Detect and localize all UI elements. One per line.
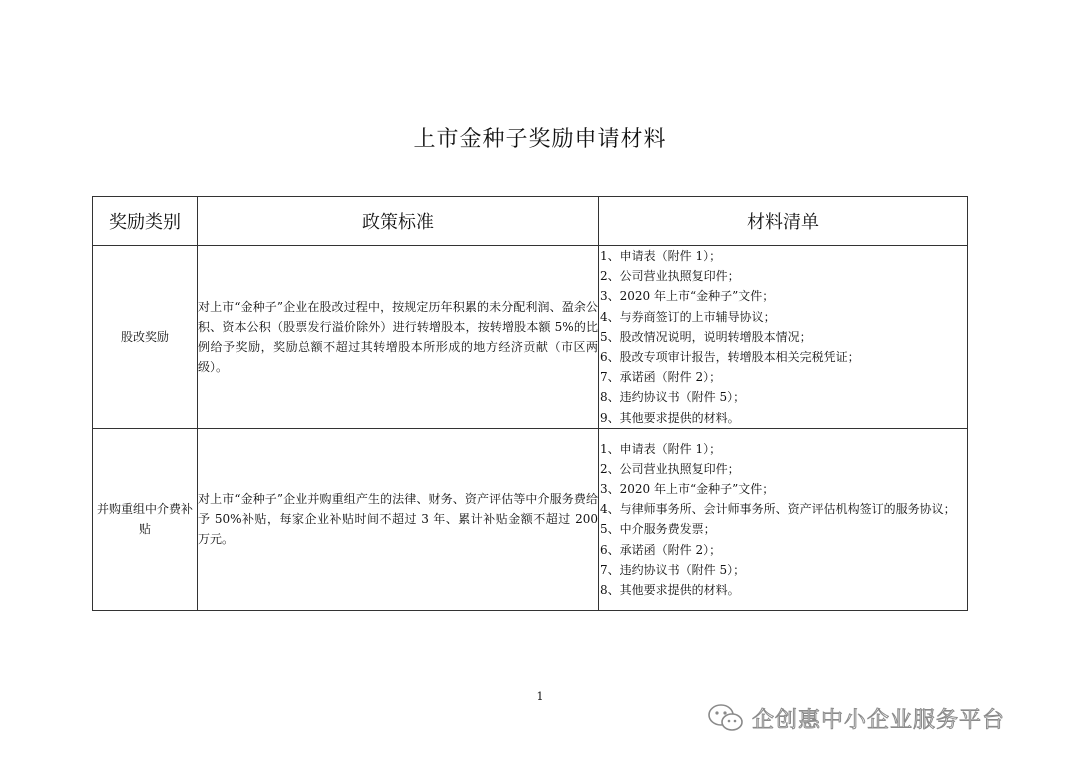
list-item: 8、违约协议书（附件 5）； bbox=[600, 390, 746, 405]
policy-cell: 对上市“金种子”企业在股改过程中，按规定历年积累的未分配利润、盈余公积、资本公积（股票发行溢价除外）进行转增股本，按转增股本额 5%的比例给予奖励，奖励总额不超过其转增股本所形成的地方经济贡献（市区两级）。 bbox=[198, 246, 599, 429]
list-item: 6、承诺函（附件 2）； bbox=[600, 542, 722, 557]
category-cell: 股改奖励 bbox=[93, 246, 198, 429]
list-item: 7、违约协议书（附件 5）； bbox=[600, 562, 746, 577]
list-item: 6、股改专项审计报告，转增股本相关完税凭证； bbox=[600, 350, 860, 365]
category-cell: 并购重组中介费补贴 bbox=[93, 428, 198, 610]
watermark-text: 企创惠中小企业服务平台 bbox=[752, 707, 1006, 733]
column-header-category: 奖励类别 bbox=[93, 197, 198, 246]
award-materials-table bbox=[92, 196, 968, 611]
list-item: 9、其他要求提供的材料。 bbox=[600, 410, 740, 425]
page-title: 上市金种子奖励申请材料 bbox=[413, 127, 667, 152]
list-item: 8、其他要求提供的材料。 bbox=[600, 582, 740, 597]
table-row bbox=[93, 428, 968, 610]
materials-cell bbox=[599, 428, 968, 610]
list-item: 2、公司营业执照复印件； bbox=[600, 269, 740, 284]
materials-list bbox=[599, 439, 967, 601]
table-header-row bbox=[93, 197, 968, 246]
table-row bbox=[93, 246, 968, 429]
list-item: 2、公司营业执照复印件； bbox=[600, 461, 740, 476]
watermark bbox=[706, 702, 1005, 734]
list-item: 5、中介服务费发票； bbox=[600, 522, 716, 537]
materials-list bbox=[599, 246, 967, 428]
materials-cell bbox=[599, 246, 968, 429]
list-item: 4、与券商签订的上市辅导协议； bbox=[600, 309, 776, 324]
page-number: 1 bbox=[536, 690, 544, 703]
list-item: 3、2020 年上市“金种子”文件； bbox=[600, 481, 775, 496]
list-item: 5、股改情况说明，说明转增股本情况； bbox=[600, 329, 812, 344]
policy-cell: 对上市“金种子”企业并购重组产生的法律、财务、资产评估等中介服务费给予 50%补贴，每家企业补贴时间不超过 3 年、累计补贴金额不超过 200 万元。 bbox=[198, 428, 599, 610]
column-header-policy: 政策标准 bbox=[198, 197, 599, 246]
wechat-icon bbox=[706, 702, 746, 734]
list-item: 1、申请表（附件 1）； bbox=[600, 441, 722, 456]
column-header-materials: 材料清单 bbox=[599, 197, 968, 246]
list-item: 3、2020 年上市“金种子”文件； bbox=[600, 289, 775, 304]
list-item: 4、与律师事务所、会计师事务所、资产评估机构签订的服务协议； bbox=[600, 502, 956, 517]
list-item: 1、申请表（附件 1）； bbox=[600, 249, 722, 263]
list-item: 7、承诺函（附件 2）； bbox=[600, 370, 722, 385]
